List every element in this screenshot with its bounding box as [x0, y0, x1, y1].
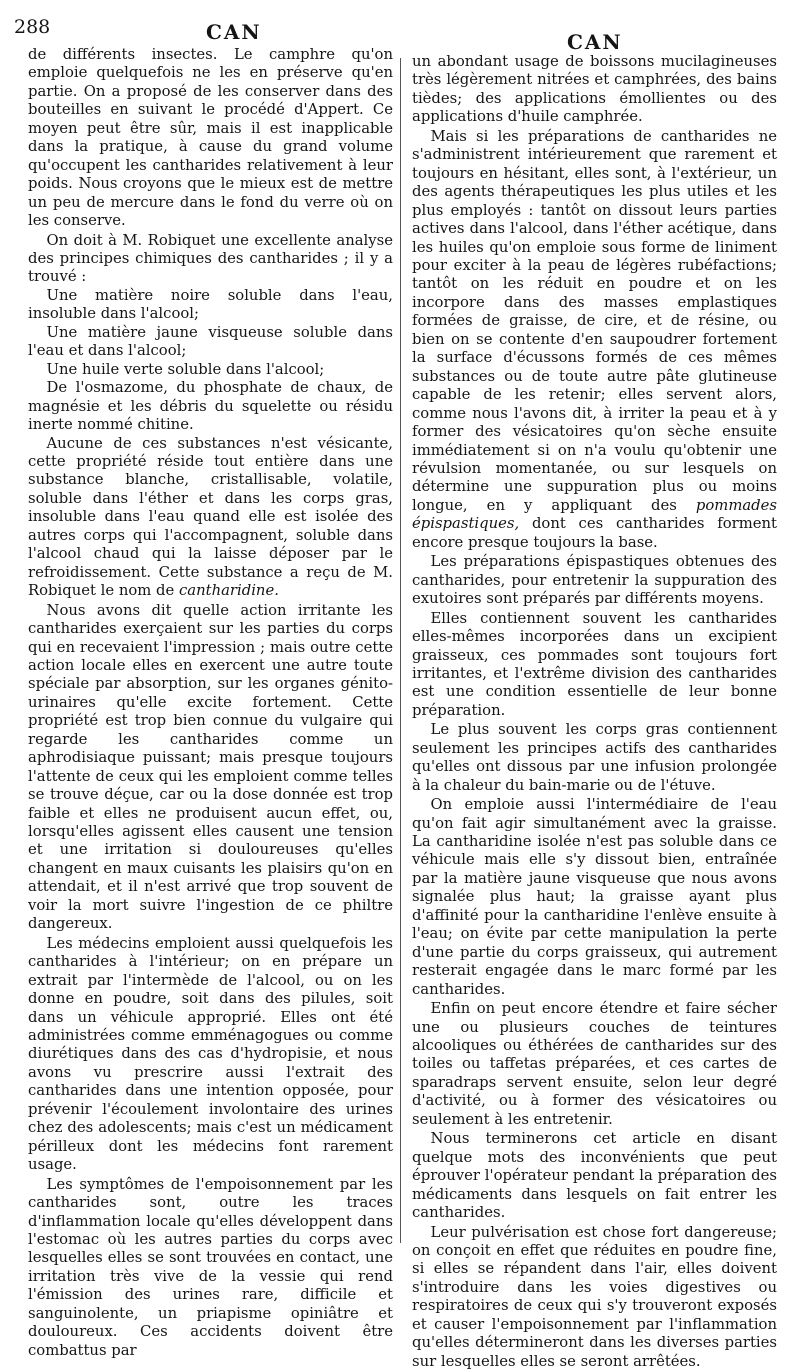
- paragraph-text: dont ces cantharides forment encore presque toujours la base.: [412, 515, 777, 551]
- paragraph: On doit à M. Robiquet une excellente analyse des principes chimiques des cantharides ; il y a trouvé :: [28, 231, 393, 286]
- paragraph: Les médecins emploient aussi quelquefois les cantharides à l'intérieur; on en prépare un extrait par l'intermède de l'alcool, ou on les donne en poudre, soit dans des pilules, soit dans un véhicule approprié. Elles ont été administrées comme emménagogues ou comme diurétiques dans des cas d'hydropisie, et nous avons vu prescrire aussi l'extrait des cantharides dans une intention opposée, pour prévenir l'écoulement involontaire des urines chez des adolescents; mais c'est un médicament périlleux dont les médecins font rarement usage.: [28, 934, 393, 1174]
- italic-term: cantharidine.: [178, 582, 279, 600]
- paragraph-text: Mais si les préparations de cantharides ne s'administrent intérieurement que rarement et toujours en hésitant, elles sont, à l'extérieur, un des agents thérapeutiques les plus utiles et les plus employés : tantôt on dissout leurs parties actives dans l'alcool, dans l'éther acétique, dans les huiles qu'on emploie sous forme de liniment pour exciter à la peau de légères rubéfactions; tantôt on les réduit en poudre et on les incorpore dans des masses emplastiques formées de graisse, de cire, et de résine, ou bien on se contente d'en saupoudrer fortement la surface d'écussons formés de ces mêmes substances ou de toute autre pâte glutineuse capable de les retenir; elles servent alors, comme nous l'avons dit, à irriter la peau et à y former des vésicatoires qu'on sèche ensuite immédiatement si on n'a voulu qu'obtenir une révulsion momentanée, ou sur lesquels on détermine une suppuration plus ou moins longue, en y appliquant des: [412, 127, 777, 514]
- running-head-right: CAN: [567, 30, 623, 54]
- paragraph: [412, 128, 777, 552]
- list-item: Une huile verte soluble dans l'alcool;: [46, 360, 325, 378]
- paragraph: Nous avons dit quelle action irritante les cantharides exerçaient sur les parties du corps qui en recevaient l'impression ; mais outre cette action locale elles en exercent une autre toute spéciale par absorption, sur les organes génito-urinaires qu'elle excite fortement. Cette propriété est trop bien connue du vulgaire qui regarde les cantharides comme un aphrodisiaque puissant; mais presque toujours l'attente de ceux qui les emploient comme telles se trouve déçue, car ou la dose donnée est trop faible et elles ne produisent aucun effet, ou, lorsqu'elles agissent elles causent une tension et une irritation si douloureuses qu'elles changent en maux cuisants les plaisirs qu'on en attendait, et il n'est arrivé que trop souvent de voir la mort suivre l'ingestion de ce philtre dangereux.: [28, 601, 393, 933]
- list-item: Une matière noire soluble dans l'eau, insoluble dans l'alcool;: [28, 286, 393, 323]
- paragraph: Le plus souvent les corps gras contiennent seulement les principes actifs des cantharides qu'elles ont dissous par une infusion prolongée à la chaleur du bain-marie ou de l'étuve.: [412, 721, 777, 794]
- right-column: [412, 53, 777, 1371]
- paragraph: Les préparations épispastiques obtenues des cantharides, pour entretenir la suppuration des exutoires sont préparés par différents moyens.: [412, 553, 777, 608]
- paragraph: Leur pulvérisation est chose fort dangereuse; on conçoit en effet que réduites en poudre fine, si elles se répandent dans l'air, elles doivent s'introduire dans les voies digestives ou respiratoires de ceux qui s'y trouveront exposés et causer l'empoisonnement par l'inflammation qu'elles détermineront dans les diverses parties sur lesquelles elles se seront arrêtées.: [412, 1223, 777, 1370]
- paragraph: de différents insectes. Le camphre qu'on emploie quelquefois ne les en préserve qu'en partie. On a proposé de les conserver dans des bouteilles en suivant le procédé d'Appert. Ce moyen peut être sûr, mais il est inapplicable dans la pratique, à cause du grand volume qu'occupent les cantharides relativement à leur poids. Nous croyons que le mieux est de mettre un peu de mercure dans le fond du verre où on les conserve.: [28, 46, 393, 230]
- running-head-left: CAN: [206, 20, 262, 44]
- list-item: De l'osmazome, du phosphate de chaux, de magnésie et les débris du squelette ou résidu inerte nommé chitine.: [28, 379, 393, 434]
- column-divider: [400, 58, 401, 1243]
- list-item: Une matière jaune visqueuse soluble dans l'eau et dans l'alcool;: [28, 323, 393, 360]
- paragraph: un abondant usage de boissons mucilagineuses très légèrement nitrées et camphrées, des bains tièdes; des applications émollientes ou des applications d'huile camphrée.: [412, 53, 777, 126]
- paragraph: [28, 435, 393, 601]
- left-column: [28, 46, 393, 1360]
- paragraph: Elles contiennent souvent les cantharides elles-mêmes incorporées dans un excipient graisseux, ces pommades sont toujours fort irritantes, et l'extrême division des cantharides est une condition essentielle de leur bonne préparation.: [412, 609, 777, 719]
- italic-term: pommades épispastiques,: [412, 496, 777, 533]
- paragraph: Les symptômes de l'empoisonnement par les cantharides sont, outre les traces d'inflammation locale qu'elles développent dans l'estomac où les autres parties du corps avec lesquelles elles se sont trouvées en contact, une irritation très vive de la vessie qui rend l'émission des urines rare, difficile et sanguinolente, un priapisme opiniâtre et douloureux. Ces accidents doivent être combattus par: [28, 1175, 393, 1359]
- page-number: 288: [14, 16, 51, 38]
- paragraph: On emploie aussi l'intermédiaire de l'eau qu'on fait agir simultanément avec la graisse. La cantharidine isolée n'est pas soluble dans ce véhicule mais elle s'y dissout bien, entraînée par la matière jaune visqueuse que nous avons signalée plus haut; la graisse ayant plus d'affinité pour la cantharidine l'enlève ensuite à l'eau; on évite par cette manipulation la perte d'une partie du corps graisseux, qui autrement resterait engagée dans le marc formé par les cantharides.: [412, 796, 777, 998]
- paragraph: Nous terminerons cet article en disant quelque mots des inconvénients que peut éprouver l'opérateur pendant la préparation des médicaments dans lesquels on fait entrer les cantharides.: [412, 1130, 777, 1222]
- paragraph-text: Aucune de ces substances n'est vésicante, cette propriété réside tout entière dans une substance blanche, cristallisable, volatile, soluble dans l'éther et dans les corps gras, insoluble dans l'eau quand elle est isolée des autres corps qui l'accompagnent, soluble dans l'alcool chaud qui la laisse déposer par le refroidissement. Cette substance a reçu de M. Robiquet le nom de: [28, 434, 393, 600]
- paragraph: Enfin on peut encore étendre et faire sécher une ou plusieurs couches de teintures alcooliques ou éthérées de cantharides sur des toiles ou taffetas préparées, et ces cartes de sparadraps servent ensuite, selon leur degré d'activité, ou à former des vésicatoires ou seulement à les entretenir.: [412, 1000, 777, 1128]
